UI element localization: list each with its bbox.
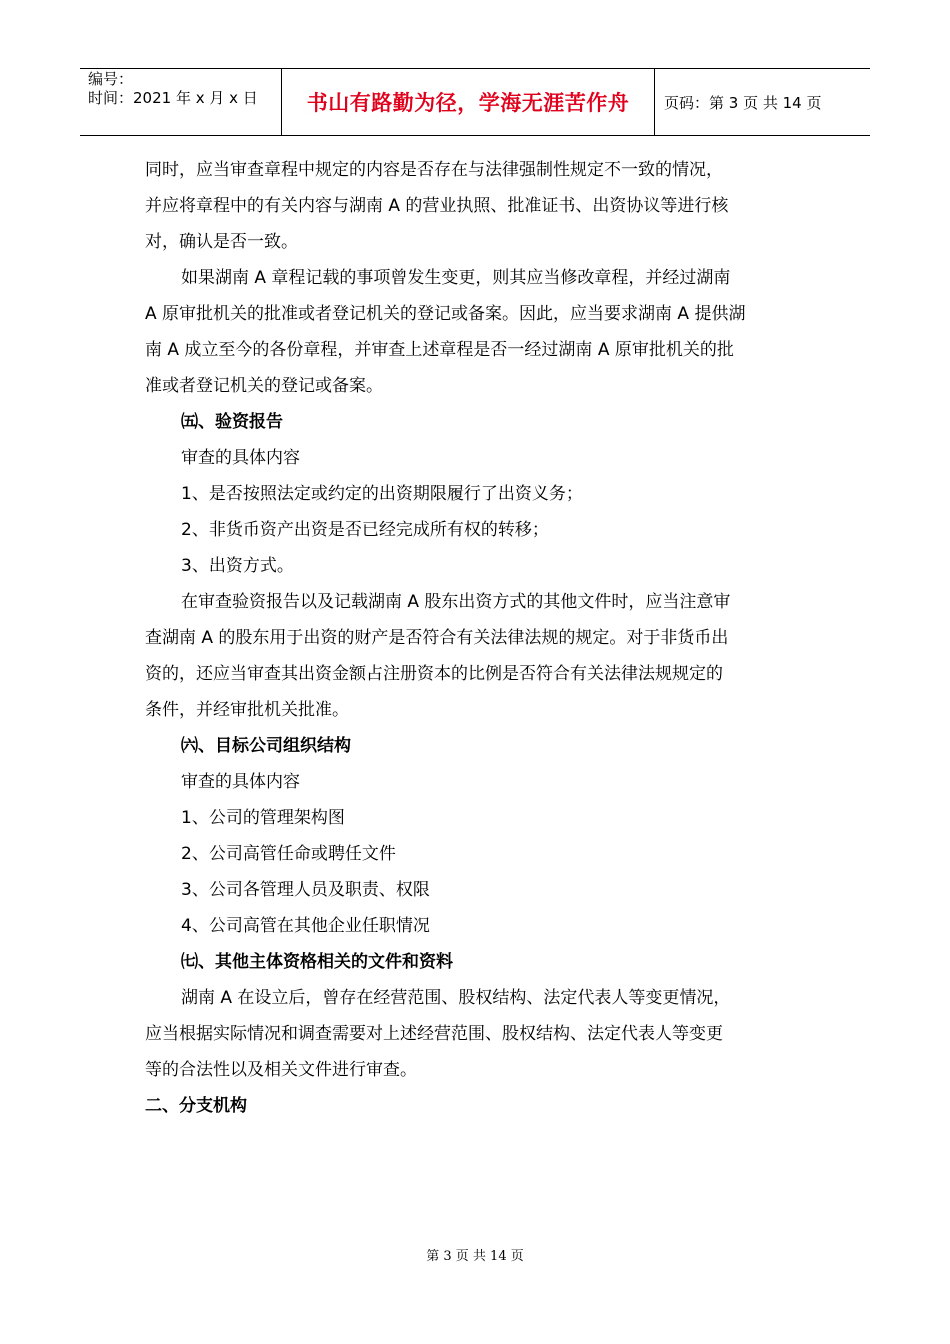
- list-item: 1、是否按照法定或约定的出资期限履行了出资义务；: [181, 484, 583, 504]
- body-line: 审查的具体内容: [181, 772, 300, 792]
- section-heading: ㈤、验资报告: [181, 412, 283, 432]
- list-item: 3、公司各管理人员及职责、权限: [181, 880, 430, 900]
- body-line: 同时，应当审查章程中规定的内容是否存在与法律强制性规定不一致的情况，: [145, 160, 723, 180]
- document-body: [145, 152, 810, 1124]
- header-motto: 书山有路勤为径，学海无涯苦作舟: [282, 69, 655, 135]
- body-line: 等的合法性以及相关文件进行审查。: [145, 1060, 417, 1080]
- list-item: 2、非货币资产出资是否已经完成所有权的转移；: [181, 520, 549, 540]
- body-line: 并应将章程中的有关内容与湖南 A 的营业执照、批准证书、出资协议等进行核: [145, 196, 729, 216]
- document-number-label: 编号：: [88, 70, 134, 88]
- body-line: 应当根据实际情况和调查需要对上述经营范围、股权结构、法定代表人等变更: [145, 1024, 723, 1044]
- list-item: 2、公司高管任命或聘任文件: [181, 844, 396, 864]
- header-page-number: 页码：第 3 页 共 14 页: [664, 93, 822, 112]
- body-line: 资的，还应当审查其出资金额占注册资本的比例是否符合有关法律法规规定的: [145, 664, 723, 684]
- body-line: 审查的具体内容: [181, 448, 300, 468]
- header-meta: [80, 69, 282, 135]
- page-header: [80, 68, 870, 136]
- body-line: A 原审批机关的批准或者登记机关的登记或备案。因此，应当要求湖南 A 提供湖: [145, 304, 746, 324]
- list-item: 4、公司高管在其他企业任职情况: [181, 916, 430, 936]
- body-line: 如果湖南 A 章程记载的事项曾发生变更，则其应当修改章程，并经过湖南: [181, 268, 731, 288]
- list-item: 3、出资方式。: [181, 556, 294, 576]
- section-heading: ㈥、目标公司组织结构: [181, 736, 351, 756]
- section-heading: ㈦、其他主体资格相关的文件和资料: [181, 952, 453, 972]
- document-date-label: 时间：2021 年 x 月 x 日: [88, 89, 258, 107]
- list-item: 1、公司的管理架构图: [181, 808, 345, 828]
- page-footer: 第 3 页 共 14 页: [426, 1249, 524, 1264]
- body-line: 查湖南 A 的股东用于出资的财产是否符合有关法律法规的规定。对于非货币出: [145, 628, 729, 648]
- body-line: 条件，并经审批机关批准。: [145, 700, 349, 720]
- body-line: 南 A 成立至今的各份章程，并审查上述章程是否一经过湖南 A 原审批机关的批: [145, 340, 734, 360]
- body-line: 准或者登记机关的登记或备案。: [145, 376, 383, 396]
- section-heading: 二、分支机构: [145, 1096, 247, 1116]
- body-line: 湖南 A 在设立后，曾存在经营范围、股权结构、法定代表人等变更情况，: [181, 988, 731, 1008]
- body-line: 在审查验资报告以及记载湖南 A 股东出资方式的其他文件时，应当注意审: [181, 592, 731, 612]
- body-line: 对，确认是否一致。: [145, 232, 298, 252]
